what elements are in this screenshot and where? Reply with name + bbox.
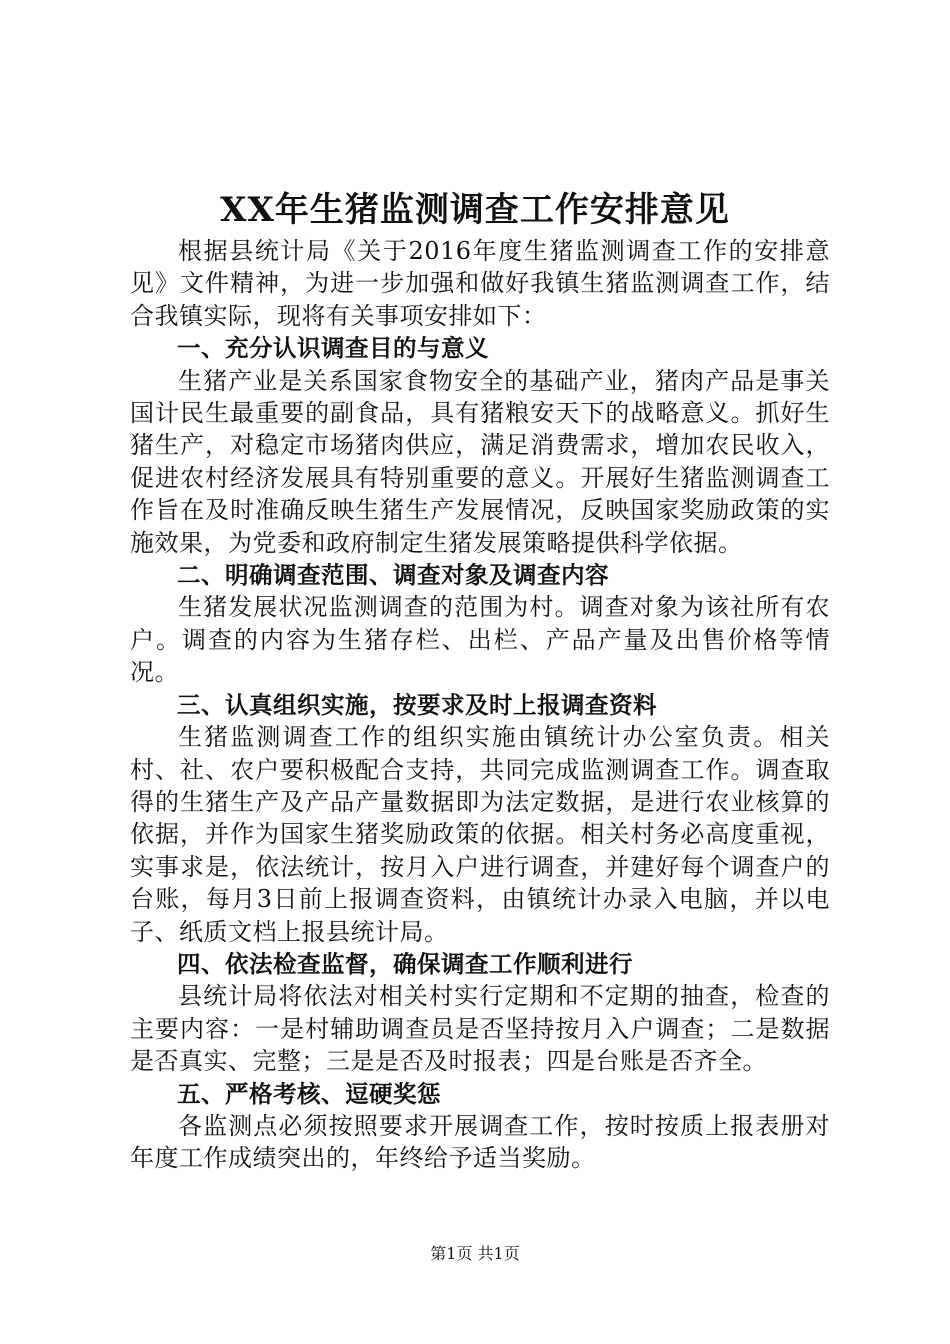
section-heading-1: 一、充分认识调查目的与意义: [177, 334, 489, 363]
document-body: [130, 235, 830, 1175]
section-heading-5: 五、严格考核、逗硬奖惩: [177, 1079, 441, 1108]
section-paragraph-5: 各监测点必须按照要求开展调查工作，按时按质上报表册对年度工作成绩突出的，年终给予适当奖励。: [130, 1111, 830, 1173]
section-heading-4: 四、依法检查监督，确保调查工作顺利进行: [177, 949, 633, 978]
section-heading-3: 三、认真组织实施，按要求及时上报调查资料: [177, 690, 657, 719]
section-heading-2: 二、明确调查范围、调查对象及调查内容: [177, 561, 609, 590]
document-title: XX年生猪监测调查工作安排意见: [220, 190, 730, 230]
section-paragraph-3: 生猪监测调查工作的组织实施由镇统计办公室负责。相关村、社、农户要积极配合支持，共同完成监测调查工作。调查取得的生猪生产及产品产量数据即为法定数据，是进行农业核算的依据，并作为国家生猪奖励政策的依据。相关村务必高度重视，实事求是，依法统计，按月入户进行调查，并建好每个调查户的台账，每月3日前上报调查资料，由镇统计办录入电脑，并以电子、纸质文档上报县统计局。: [130, 723, 830, 946]
intro-paragraph: 根据县统计局《关于2016年度生猪监测调查工作的安排意见》文件精神，为进一步加强和做好我镇生猪监测调查工作，结合我镇实际，现将有关事项安排如下：: [130, 237, 830, 330]
section-paragraph-1: 生猪产业是关系国家食物安全的基础产业，猪肉产品是事关国计民生最重要的副食品，具有猪粮安天下的战略意义。抓好生猪生产，对稳定市场猪肉供应，满足消费需求，增加农民收入，促进农村经济发展具有特别重要的意义。开展好生猪监测调查工作旨在及时准确反映生猪生产发展情况，反映国家奖励政策的实施效果，为党委和政府制定生猪发展策略提供科学依据。: [130, 366, 830, 557]
page-footer: 第1页 共1页: [430, 1244, 520, 1263]
section-paragraph-4: 县统计局将依法对相关村实行定期和不定期的抽查，检查的主要内容：一是村辅助调查员是否坚持按月入户调查；二是数据是否真实、完整；三是是否及时报表；四是台账是否齐全。: [130, 982, 830, 1076]
section-paragraph-2: 生猪发展状况监测调查的范围为村。调查对象为该社所有农户。调查的内容为生猪存栏、出栏、产品产量及出售价格等情况。: [130, 593, 830, 687]
